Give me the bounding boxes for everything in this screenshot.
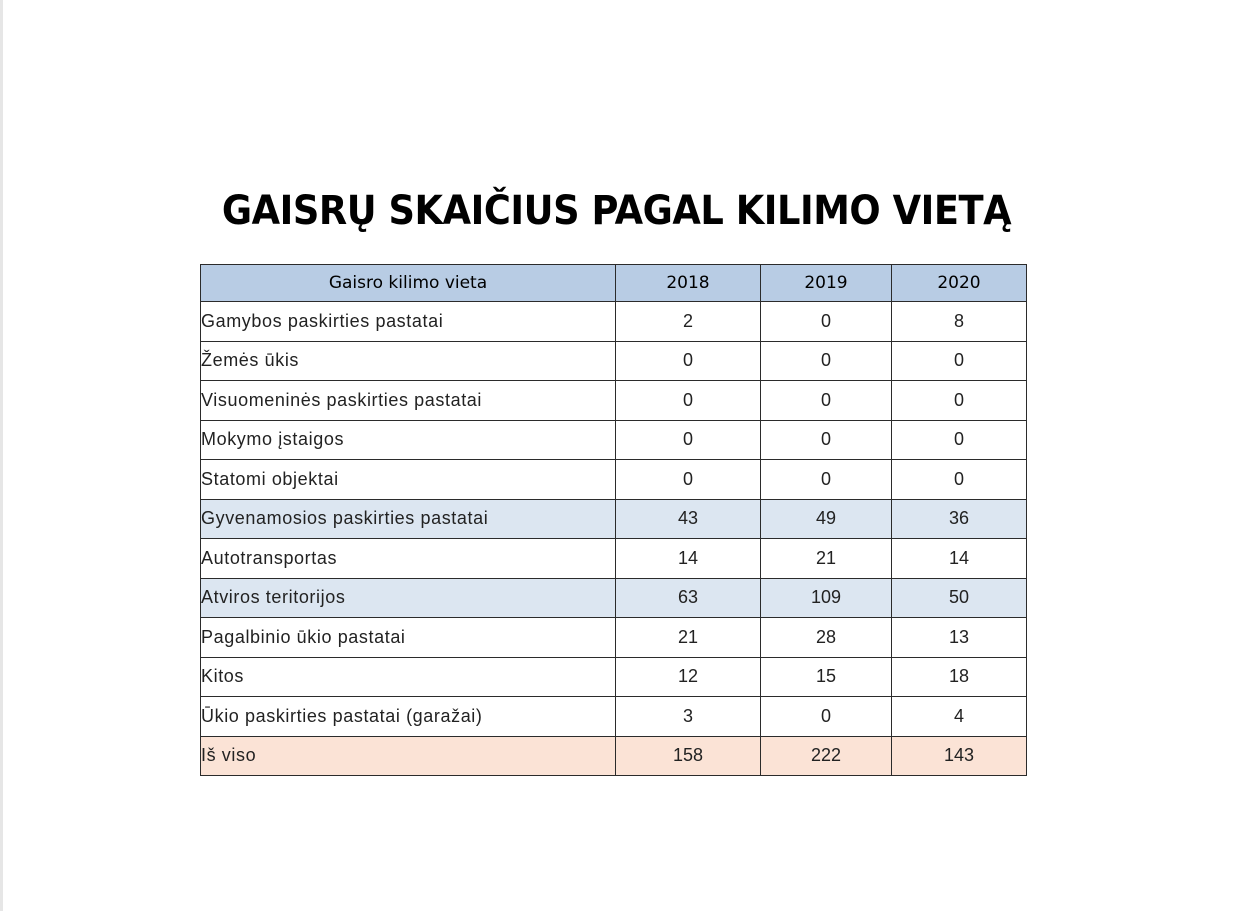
header-2019: 2019	[761, 265, 892, 302]
table-row	[201, 618, 1027, 658]
cell-2018: 43	[616, 499, 761, 539]
row-place: Atviros teritorijos	[201, 578, 616, 618]
cell-2019: 109	[761, 578, 892, 618]
cell-2018: 63	[616, 578, 761, 618]
cell-2019: 15	[761, 657, 892, 697]
table-row	[201, 578, 1027, 618]
cell-2019: 21	[761, 539, 892, 579]
table-row	[201, 381, 1027, 421]
table-row	[201, 499, 1027, 539]
header-2020: 2020	[892, 265, 1027, 302]
cell-2019: 0	[761, 697, 892, 737]
table-row	[201, 539, 1027, 579]
row-place: Žemės ūkis	[201, 341, 616, 381]
cell-2019: 0	[761, 420, 892, 460]
total-2019: 222	[761, 736, 892, 776]
cell-2019: 0	[761, 341, 892, 381]
table-row	[201, 460, 1027, 500]
cell-2019: 0	[761, 302, 892, 342]
cell-2018: 3	[616, 697, 761, 737]
cell-2019: 28	[761, 618, 892, 658]
row-place: Kitos	[201, 657, 616, 697]
row-place: Mokymo įstaigos	[201, 420, 616, 460]
cell-2018: 0	[616, 381, 761, 421]
cell-2018: 0	[616, 341, 761, 381]
row-place: Visuomeninės paskirties pastatai	[201, 381, 616, 421]
header-2018: 2018	[616, 265, 761, 302]
cell-2019: 49	[761, 499, 892, 539]
cell-2020: 0	[892, 420, 1027, 460]
cell-2020: 50	[892, 578, 1027, 618]
page-title: GAISRŲ SKAIČIUS PAGAL KILIMO VIETĄ	[221, 188, 1012, 234]
table-row	[201, 697, 1027, 737]
row-place: Ūkio paskirties pastatai (garažai)	[201, 697, 616, 737]
cell-2020: 13	[892, 618, 1027, 658]
table-row	[201, 341, 1027, 381]
cell-2018: 0	[616, 460, 761, 500]
cell-2019: 0	[761, 460, 892, 500]
cell-2020: 36	[892, 499, 1027, 539]
cell-2018: 2	[616, 302, 761, 342]
table-header-row	[201, 265, 1027, 302]
row-place: Statomi objektai	[201, 460, 616, 500]
cell-2020: 4	[892, 697, 1027, 737]
cell-2020: 18	[892, 657, 1027, 697]
table-row	[201, 420, 1027, 460]
row-place: Gamybos paskirties pastatai	[201, 302, 616, 342]
cell-2020: 0	[892, 381, 1027, 421]
cell-2020: 0	[892, 460, 1027, 500]
cell-2018: 12	[616, 657, 761, 697]
cell-2018: 0	[616, 420, 761, 460]
table-row	[201, 657, 1027, 697]
total-label: Iš viso	[201, 736, 616, 776]
header-place: Gaisro kilimo vieta	[201, 265, 616, 302]
cell-2020: 14	[892, 539, 1027, 579]
cell-2019: 0	[761, 381, 892, 421]
row-place: Pagalbinio ūkio pastatai	[201, 618, 616, 658]
total-2018: 158	[616, 736, 761, 776]
row-place: Autotransportas	[201, 539, 616, 579]
cell-2020: 0	[892, 341, 1027, 381]
table-total-row	[201, 736, 1027, 776]
total-2020: 143	[892, 736, 1027, 776]
table-row	[201, 302, 1027, 342]
row-place: Gyvenamosios paskirties pastatai	[201, 499, 616, 539]
cell-2020: 8	[892, 302, 1027, 342]
cell-2018: 14	[616, 539, 761, 579]
cell-2018: 21	[616, 618, 761, 658]
fires-by-place-table	[200, 264, 1027, 776]
